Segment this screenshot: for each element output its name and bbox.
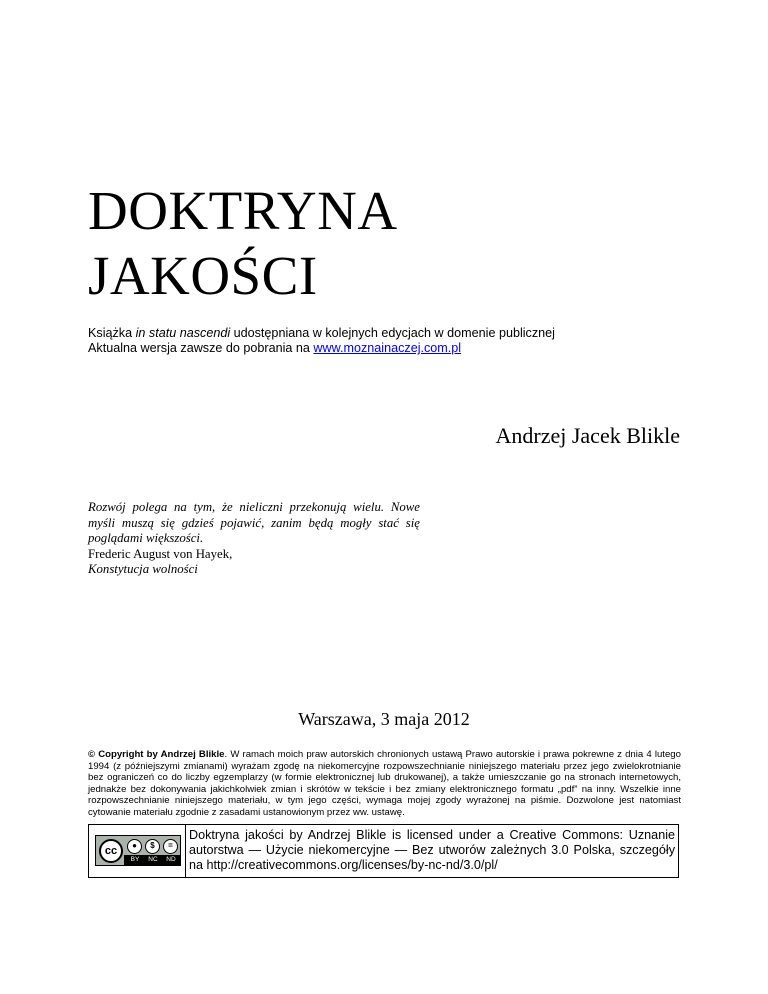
title-line-2: JAKOŚCI xyxy=(88,245,318,306)
publication-note xyxy=(88,326,555,356)
website-link[interactable]: www.moznainaczej.com.pl xyxy=(313,341,462,355)
license-box xyxy=(88,824,679,878)
cc-license-badge[interactable] xyxy=(95,835,181,866)
copyright-text: . W ramach moich praw autorskich chronionych ustawą Prawo autorskie i prawa pokrewne z dnia 4 lutego 1994 (z późniejszymi zmianami) wyrażam zgodę na niekomercyjne rozpowszechnianie niniejszego materiału przez jego zwielokrotnianie bez ograniczeń co do liczby egzemplarzy (w formie elektronicznej lub drukowanej), a także umieszczanie go na stronach internetowych, jednakże bez dokonywania jakichkolwiek zmian i skrótów w tekście i bez zmiany elektronicznego formatu „pdf” na inny. Wszelkie inne rozpowszechnianie niniejszego materiału, w tym jego części, wymaga mojej zgody wyrażonej na piśmie. Dozwolone jest natomiast cytowanie materiału zgodnie z zasadami ustanowionym przez ww. ustawę. xyxy=(88,749,681,818)
license-text: Doktryna jakości by Andrzej Blikle is licensed under a Creative Commons: Uznanie autorstwa — Użycie niekomercyjne — Bez utworów zależnych 3.0 Polska, szczegóły na http://creativecommons.org/licenses/by-nc-nd/3.0/pl/ xyxy=(189,828,675,873)
epigraph-text: Rozwój polega na tym, że nieliczni przekonują wielu. Nowe myśli muszą się gdzieś pojawić, zanim będą mogły stać się poglądami większości. xyxy=(88,500,420,545)
by-label: BY xyxy=(130,856,140,863)
attribution-icon: ● xyxy=(127,839,142,854)
note-line-2 xyxy=(88,341,555,356)
title-line-1: DOKTRYNA xyxy=(88,180,398,241)
cc-badge-cell xyxy=(89,825,186,877)
book-title xyxy=(88,178,398,308)
note-text: Książka xyxy=(88,326,136,340)
place-date: Warszawa, 3 maja 2012 xyxy=(298,709,470,729)
epigraph-source-title: Konstytucja wolności xyxy=(88,562,198,576)
epigraph xyxy=(88,500,420,578)
note-italic: in statu nascendi xyxy=(135,326,231,340)
note-text: udostępniana w kolejnych edycjach w domenie publicznej xyxy=(230,326,555,340)
nc-label: NC xyxy=(148,856,158,863)
epigraph-source-author: Frederic August von Hayek, xyxy=(88,546,233,561)
noderivatives-icon: = xyxy=(163,839,178,854)
author-name: Andrzej Jacek Blikle xyxy=(495,423,680,448)
note-line-1 xyxy=(88,326,555,341)
cc-icon: cc xyxy=(99,839,123,863)
note-text: Aktualna wersja zawsze do pobrania na xyxy=(88,341,314,355)
noncommercial-icon: $ xyxy=(145,839,160,854)
nd-label: ND xyxy=(166,856,176,863)
copyright-holder: © Copyright by Andrzej Blikle xyxy=(88,749,225,760)
copyright-notice xyxy=(88,749,681,819)
